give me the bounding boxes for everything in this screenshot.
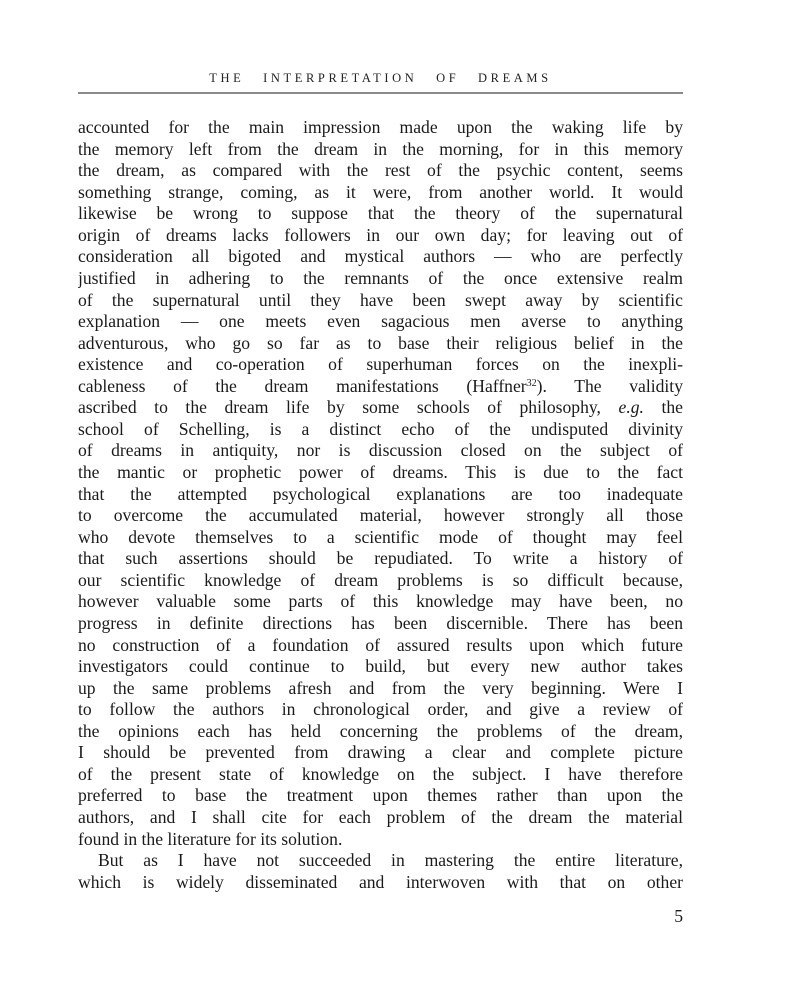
text-line: however valuable some parts of this knowledge may have been, no	[78, 591, 683, 612]
text-line: to overcome the accumulated material, however strongly all those	[78, 505, 683, 526]
italic-abbreviation: e.g.	[618, 397, 644, 418]
body-text	[78, 117, 683, 893]
footnote-reference: 32	[526, 377, 537, 389]
text-line: the opinions each has held concerning the problems of the dream,	[78, 720, 683, 741]
text-line: likewise be wrong to suppose that the theory of the supernatural	[78, 203, 683, 224]
text-line: our scientific knowledge of dream problems is so difficult because,	[78, 569, 683, 590]
text-line: progress in definite directions has been discernible. There has been	[78, 612, 683, 633]
text-line: accounted for the main impression made upon the waking life by	[78, 117, 683, 137]
text-line	[78, 397, 683, 419]
text-line: who devote themselves to a scientific mode of thought may feel	[78, 526, 683, 547]
text-line: something strange, coming, as it were, from another world. It would	[78, 181, 683, 202]
text-line: the memory left from the dream in the morning, for in this memory	[78, 138, 683, 159]
paragraph-last-line: found in the literature for its solution.	[78, 828, 343, 849]
paragraph-first-line: But as I have not succeeded in mastering the entire literature,	[98, 850, 683, 871]
text-segment: ). The validity	[536, 375, 683, 396]
text-line: adventurous, who go so far as to base their religious belief in the	[78, 332, 683, 353]
text-line: that such assertions should be repudiated. To write a history of	[78, 548, 683, 569]
text-line: the dream, as compared with the rest of the psychic content, seems	[78, 160, 683, 181]
text-line: which is widely disseminated and interwoven with that on other	[78, 871, 683, 892]
text-line: that the attempted psychological explanations are too inadequate	[78, 483, 683, 504]
text-line: of the present state of knowledge on the subject. I have therefore	[78, 763, 683, 784]
text-line: investigators could continue to build, but every new author takes	[78, 656, 683, 677]
text-segment: ascribed to the dream life by some schools of philosophy,	[78, 397, 619, 418]
text-line: to follow the authors in chronological order, and give a review of	[78, 699, 683, 720]
text-line: the mantic or prophetic power of dreams. This is due to the fact	[78, 462, 683, 482]
text-line: explanation — one meets even sagacious men averse to anything	[78, 311, 683, 332]
header-rule	[78, 92, 683, 94]
text-line: of dreams in antiquity, nor is discussion closed on the subject of	[78, 440, 683, 461]
text-line: of the supernatural until they have been swept away by scientific	[78, 289, 683, 310]
text-line: origin of dreams lacks followers in our own day; for leaving out of	[78, 224, 683, 245]
text-line: up the same problems afresh and from the very beginning. Were I	[78, 677, 683, 698]
text-line: justified in adhering to the remnants of the once extensive realm	[78, 267, 683, 288]
running-head: THE INTERPRETATION OF DREAMS	[209, 71, 552, 85]
text-segment: the	[643, 397, 683, 418]
text-line: authors, and I shall cite for each problem of the dream the material	[78, 807, 683, 827]
text-segment: cableness of the dream manifestations (Haffner	[78, 375, 527, 396]
text-line: I should be prevented from drawing a clear and complete picture	[78, 742, 683, 763]
text-line	[78, 376, 683, 398]
text-line: school of Schelling, is a distinct echo of the undisputed divinity	[78, 418, 683, 439]
text-line: no construction of a foundation of assured results upon which future	[78, 634, 683, 655]
text-line: consideration all bigoted and mystical authors — who are perfectly	[78, 246, 683, 267]
text-line: existence and co-operation of superhuman forces on the inexpli-	[78, 354, 683, 375]
page-number: 5	[674, 906, 683, 926]
text-line: preferred to base the treatment upon themes rather than upon the	[78, 785, 683, 806]
